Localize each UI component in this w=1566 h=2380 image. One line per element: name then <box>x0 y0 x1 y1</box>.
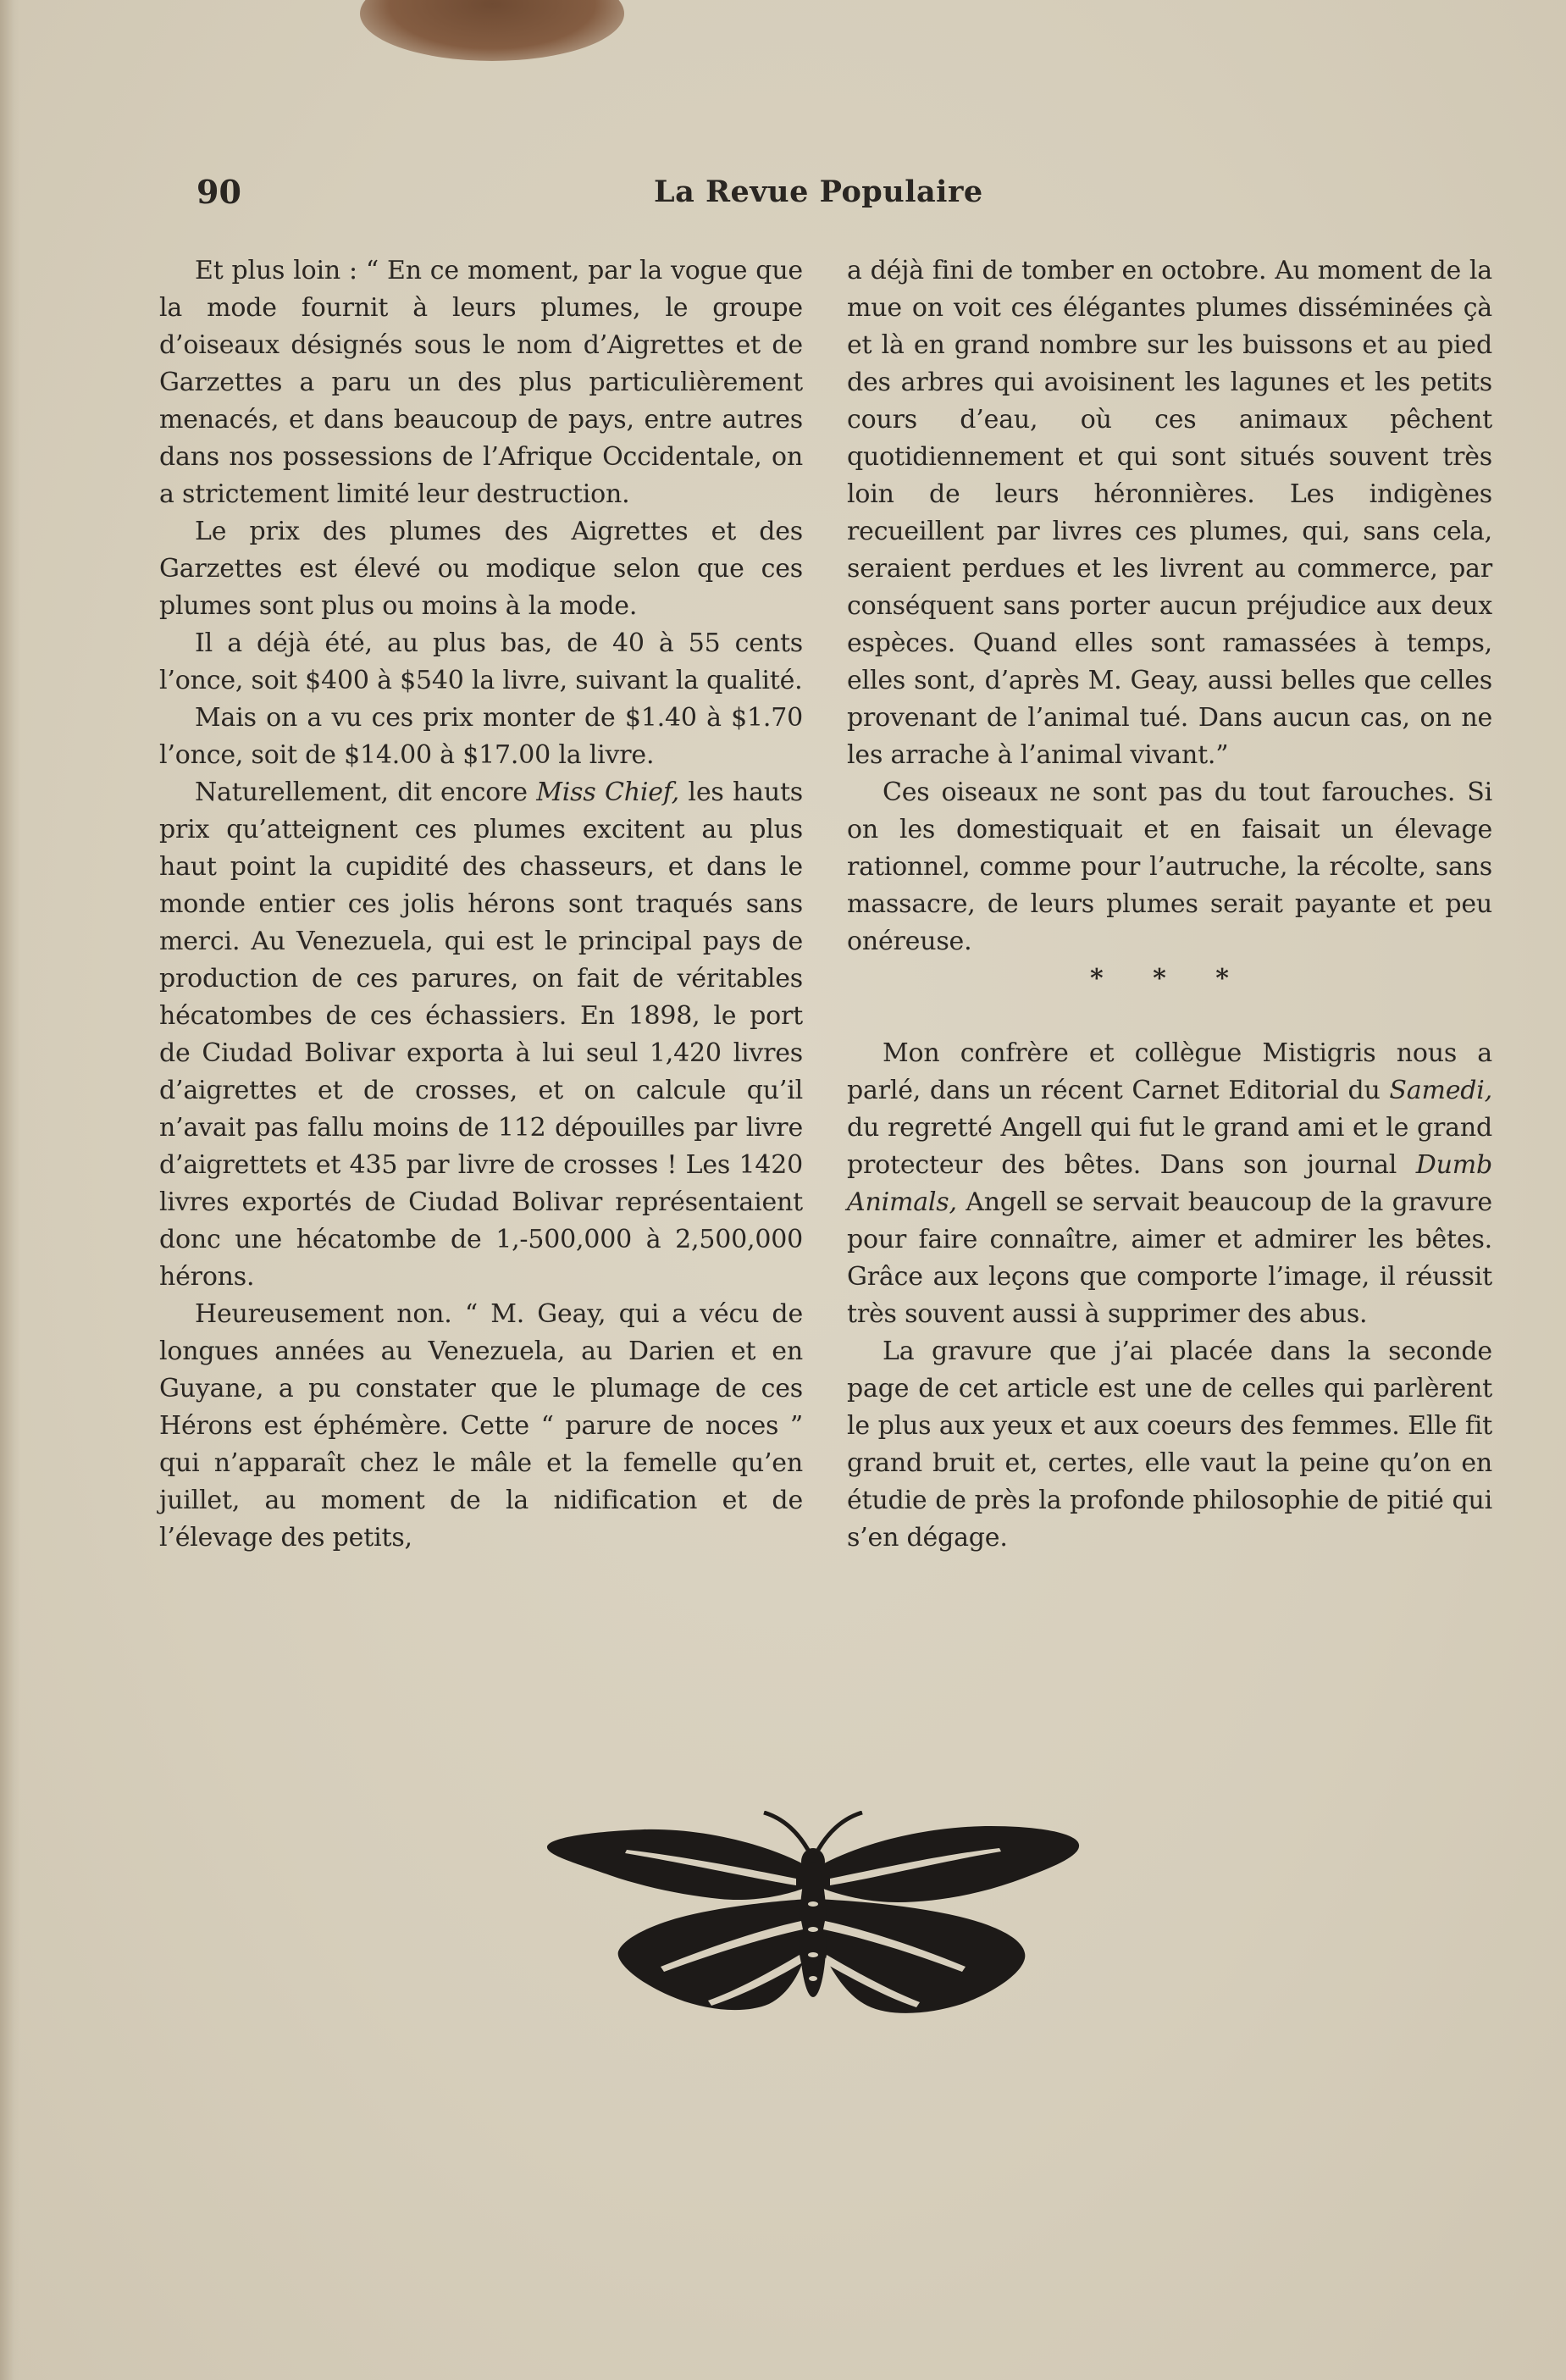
text-run: Naturellement, dit encore <box>195 778 537 807</box>
page-edge <box>0 0 20 2380</box>
paragraph: Et plus loin : “ En ce moment, par la vogue que la mode fournit à leurs plumes, le groupe d’oiseaux désignés sous le nom d’Aigrettes et de Garzettes a paru un des plus particulièrement menacés, et dans beaucoup de pays, entre autres dans nos possessions de l’Afrique Occidentale, on a strictement limité leur destruction. <box>159 256 803 509</box>
paragraph: Le prix des plumes des Aigrettes et des Garzettes est élevé ou modique selon que ces plumes sont plus ou moins à la mode. <box>159 517 803 621</box>
paragraph: La gravure que j’ai placée dans la seconde page de cet article est une de celles qui parlèrent le plus aux yeux et aux coeurs des femmes. Elle fit grand bruit et, certes, elle vaut la peine qu’on en étudie de près la profonde philosophie de pitié qui s’en dégage. <box>847 1337 1492 1553</box>
italic-title: Samedi, <box>1389 1076 1492 1105</box>
section-separator: * * * <box>1090 964 1249 994</box>
text-run: les hauts prix qu’atteignent ces plumes excitent au plus haut point la cupidité des chasseurs, et dans le monde entier ces jolis hérons sont traqués sans merci. Au Venezuela, qui est le principal pays de production de ces parures, on fait de véritables hécatombes de ces échassiers. En 1898, le port de Ciudad Bolivar exporta à lui seul 1,420 livres d’aigrettes et de crosses, et on calcule qu’il n’avait pas fallu moins de 112 dépouilles par livre d’aigrettets et 435 par livre de crosses ! Les 1420 livres exportés de Ciudad Bolivar représentaient donc une hécatombe de 1,-500,000 à 2,500,000 hérons. <box>159 778 803 1292</box>
paragraph: Mais on a vu ces prix monter de $1.40 à $1.70 l’once, soit de $14.00 à $17.00 la livre. <box>159 703 803 770</box>
paragraph <box>847 1035 1492 1333</box>
text-run: Mon confrère et collègue Mistigris nous a parlé, dans un récent Carnet Editorial du <box>847 1038 1492 1105</box>
page-number: 90 <box>196 173 241 211</box>
text-run: Angell se servait beaucoup de la gravure pour faire connaître, aimer et admirer les bêtes. Grâce aux leçons que comporte l’image, il réussit très souvent aussi à supprimer des abus. <box>847 1187 1492 1329</box>
page-header <box>0 171 1566 213</box>
paragraph: Il a déjà été, au plus bas, de 40 à 55 cents l’once, soit $400 à $540 la livre, suivant la qualité. <box>159 628 803 695</box>
paragraph: Ces oiseaux ne sont pas du tout farouches. Si on les domestiquait et en faisait un élevage rationnel, comme pour l’autruche, la récolte, sans massacre, de leurs plumes serait payante et peu onéreuse. <box>847 778 1492 956</box>
text-run: du regretté Angell qui fut le grand ami et le grand protecteur des bêtes. Dans son journal <box>847 1113 1492 1180</box>
italic-title: Miss Chief, <box>536 778 679 807</box>
running-title: La Revue Populaire <box>654 174 983 209</box>
italic-title: Dumb Animals, <box>847 1150 1492 1217</box>
paragraph: Heureusement non. “ M. Geay, qui a vécu de longues années au Venezuela, au Darien et en Guyane, a pu constater que le plumage de ces Hérons est éphémère. Cette “ parure de noces ” qui n’apparaît chez le mâle et la femelle qu’en juillet, au moment de la nidification et de l’élevage des petits, <box>159 1299 803 1553</box>
paragraph: a déjà fini de tomber en octobre. Au moment de la mue on voit ces élégantes plumes disséminées çà et là en grand nombre sur les buissons et au pied des arbres qui avoisinent les lagunes et les petits cours d’eau, où ces animaux pêchent quotidiennement et qui sont situés souvent très loin de leurs héronnières. Les indigènes recueillent par livres ces plumes, qui, sans cela, seraient perdues et les livrent au commerce, par conséquent sans porter aucun préjudice aux deux espèces. Quand elles sont ramassées à temps, elles sont, d’après M. Geay, aussi belles que celles provenant de l’animal tué. Dans aucun cas, on ne les arrache à l’animal vivant.” <box>847 256 1492 770</box>
paragraph <box>159 774 803 1296</box>
left-column <box>159 252 803 1557</box>
right-column <box>847 252 1492 1557</box>
moth-icon <box>542 1811 1084 2040</box>
